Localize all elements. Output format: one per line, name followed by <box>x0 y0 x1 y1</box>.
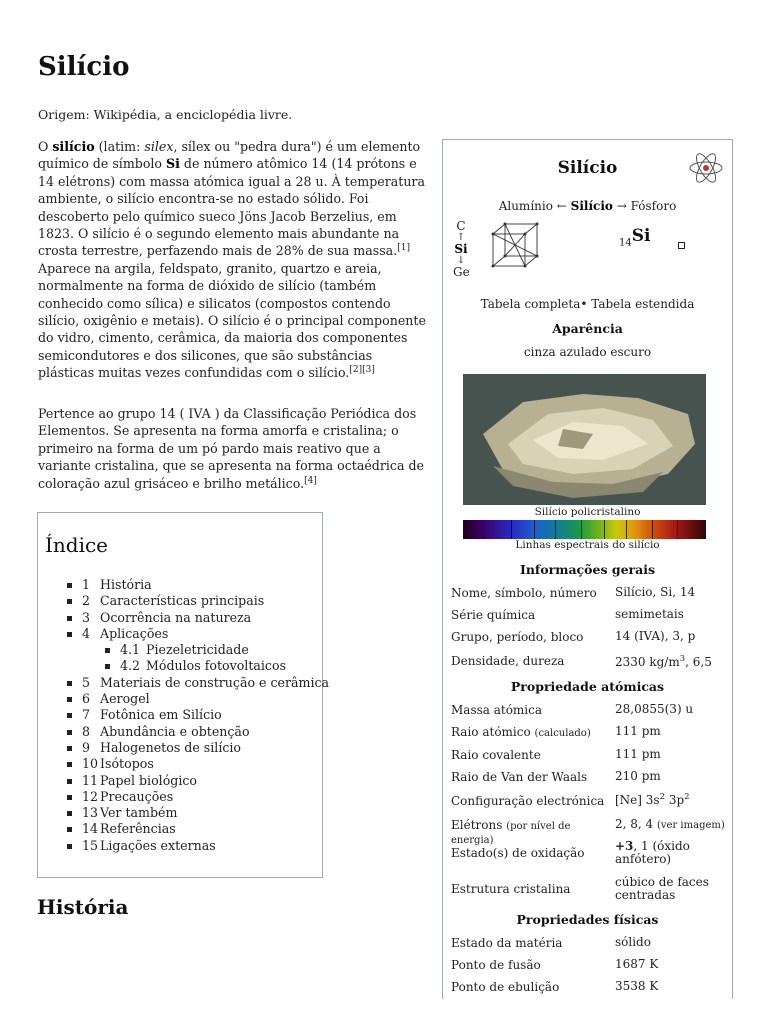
infobox-title: Silício <box>557 158 618 178</box>
element-below-link[interactable]: Ge <box>453 265 470 279</box>
toc-item[interactable]: 11 Papel biológico <box>64 773 329 789</box>
next-element-link[interactable]: Fósforo <box>630 199 677 213</box>
toc-item[interactable]: 9 Halogenetos de silício <box>64 740 329 756</box>
subject-term: silício <box>52 139 95 154</box>
table-of-contents <box>37 512 330 878</box>
silicon-photo[interactable] <box>463 374 706 505</box>
table-links[interactable]: Tabela completa• Tabela estendida <box>480 297 695 311</box>
intro-text: Aparece na argila, feldspato, granito, quartzo e areia, normalmente na forma de dióxido de silício (também conhecido como sílica) e silicatos (compostos contendo silício, oxigênio e metais). O silício é o principal componente do vidro, cimento, cerâmica, da maioria dos componentes semicondutores e dos silicones, que são substâncias plásticas muitas vezes confundidas com o silício. <box>38 260 426 381</box>
toc-item[interactable]: 7 Fotônica em Silício <box>64 707 329 723</box>
physical-properties-header: Propriedades físicas <box>516 912 659 927</box>
element-above-link[interactable]: C <box>456 219 466 233</box>
intro-text: , sílex ou "pedra dura") é um elemento químico de símbolo <box>38 139 421 172</box>
origin-note: Origem: Wikipédia, a enciclopédia livre. <box>38 107 293 122</box>
toc-item[interactable]: 12 Precauções <box>64 789 329 805</box>
toc-sublist <box>64 642 329 675</box>
toc-item[interactable]: 15 Ligações externas <box>64 838 329 854</box>
intro-text: (latim: <box>94 139 145 154</box>
series-link[interactable]: semimetais <box>615 607 684 621</box>
periodic-column <box>453 220 469 278</box>
toc-item[interactable]: 3 Ocorrência na natureza <box>64 610 329 626</box>
symbol-term: Si <box>166 156 180 172</box>
spectral-lines-image[interactable] <box>463 520 706 539</box>
see-image-link[interactable]: (ver imagem) <box>657 820 725 831</box>
prev-element-link[interactable]: Alumínio <box>498 199 553 213</box>
toc-subitem[interactable]: 4.1 Piezeletricidade <box>102 642 329 658</box>
spectrum-caption: Linhas espectrais do silício <box>515 539 660 551</box>
appearance-header: Aparência <box>552 321 623 336</box>
toc-subitem[interactable]: 4.2 Módulos fotovoltaicos <box>102 658 329 674</box>
infobox: Silício Alumínio ← Silício → Fósforo C ↑ Si ↓ Ge $_{14}$Si Tabela completa• Tabela estendida Aparência cinza azulado escuro Silício policristalino Linhas espectrais do silício Informações gerais Nome, símbolo, número Silício, Si, 14 Série química semimetais Grupo, período, bloco 14 (IVA), 3, p Densidade, dureza 2330 $kg/m^3$, 6,5 Propriedade atómicas Massa atómica 28,0855(3) u Raio atómico (calculado) 111 pm Raio covalente 111 pm Raio de Van der Waals 210 pm Configuração electrónica [Ne] $3s^2$ $3p^2$ Elétrons (por nível de energia) 2, 8, 4 (ver imagem) Estado(s) de oxidação +3, 1 (óxido anfótero) Estrutura cristalina cúbico de faces centradas Propriedades físicas Estado da matéria sólido Ponto de fusão 1687 K Ponto de ebulição 3538 K <box>442 139 733 999</box>
toc-item[interactable]: 2 Características principais <box>64 593 329 609</box>
up-arrow-icon: ↑ <box>456 232 466 243</box>
page-title: Silício <box>38 52 130 82</box>
toc-title: Índice <box>45 533 109 557</box>
toc-item[interactable]: 13 Ver também <box>64 805 329 821</box>
toc-item[interactable]: 14 Referências <box>64 821 329 837</box>
toc-item[interactable]: 5 Materiais de construção e cerâmica <box>64 675 329 691</box>
intro-text: O <box>38 139 53 154</box>
atom-icon <box>688 150 724 186</box>
reference-link[interactable]: [2][3] <box>349 365 375 376</box>
square-icon <box>678 242 685 249</box>
general-info-header: Informações gerais <box>519 562 656 577</box>
atomic-properties-header: Propriedade atómicas <box>510 679 665 694</box>
element-current: Si <box>454 242 468 256</box>
element-symbol: $_{14}$Si <box>619 226 651 249</box>
intro-text: de número atômico 14 (14 prótons e 14 elétrons) com massa atómica igual a 28 u. À temperatura ambiente, o silício encontra-se no estado sólido. Foi descoberto pelo químico sueco Jöns Jacob Berzelius, em 1823. O silício é o segundo elemento mais abundante na crosta terrestre, perfazendo mais de 28% de sua massa. <box>38 156 425 259</box>
crystal-structure-icon <box>489 220 541 274</box>
down-arrow-icon: ↓ <box>456 255 466 266</box>
toc-item[interactable]: 10 Isótopos <box>64 756 329 772</box>
reference-link[interactable]: [1] <box>397 243 410 254</box>
intro-paragraph-2 <box>38 405 430 492</box>
reference-link[interactable]: [4] <box>304 475 317 486</box>
latin-term: silex <box>144 139 174 154</box>
intro-text: Pertence ao grupo 14 ( IVA ) da Classificação Periódica dos Elementos. Se apresenta na forma amorfa e cristalina; o primeiro na forma de um pó pardo mais reativo que a variante cristalina, que se apresenta na forma octaédrica de coloração azul grisáceo e brilho metálico. <box>38 406 424 491</box>
toc-item[interactable]: 4 Aplicações <box>64 626 329 642</box>
toc-item[interactable]: 6 Aerogel <box>64 691 329 707</box>
intro-paragraph-1 <box>38 138 430 382</box>
element-neighbors: Alumínio ← Silício → Fósforo <box>498 199 677 213</box>
appearance-value: cinza azulado escuro <box>523 345 652 359</box>
toc-item[interactable]: 8 Abundância e obtenção <box>64 724 329 740</box>
photo-caption: Silício policristalino <box>534 506 641 518</box>
current-element: Silício <box>570 199 613 213</box>
toc-item[interactable]: 1 História <box>64 577 329 593</box>
section-heading-history: História <box>37 895 129 919</box>
toc-list <box>64 577 329 854</box>
